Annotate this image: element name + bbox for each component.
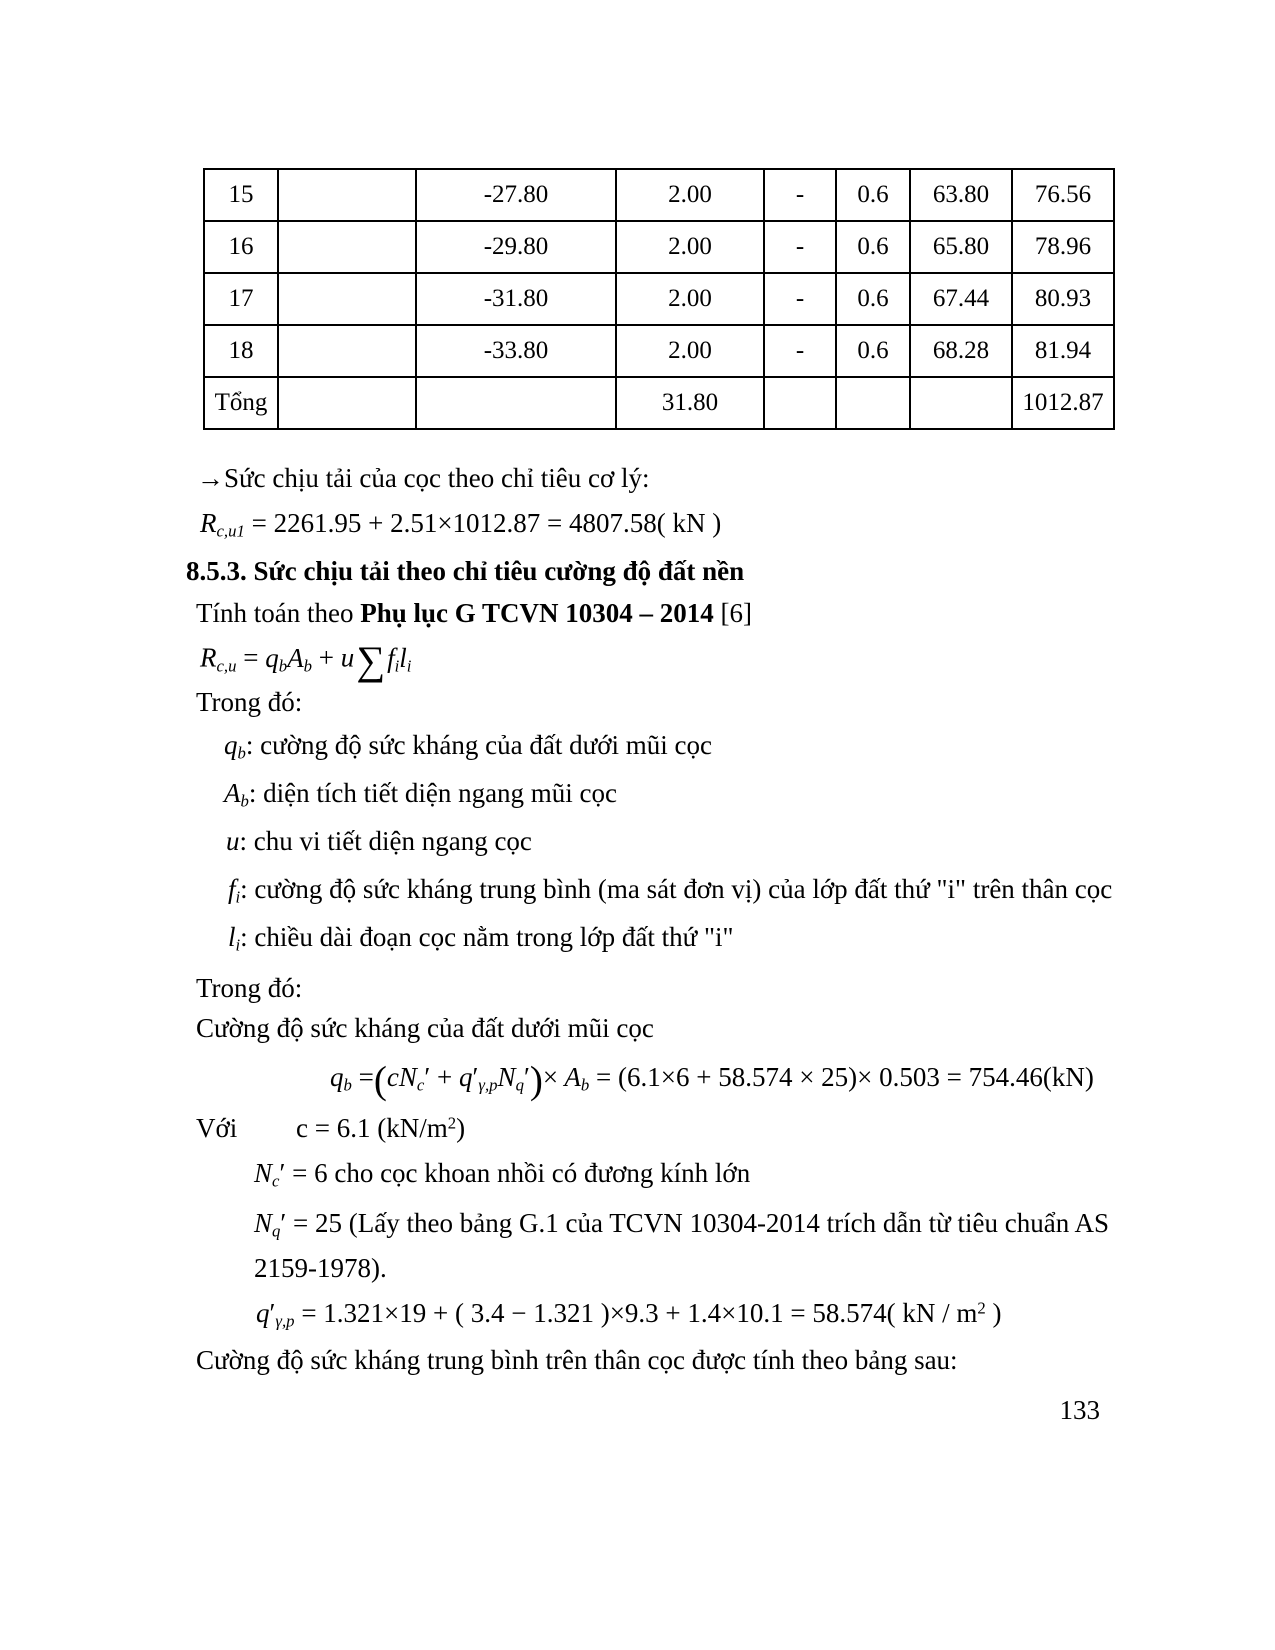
cuong-do-line: Cường độ sức kháng của đất dưới mũi cọc [196, 1013, 654, 1043]
cell-stt: 15 [204, 169, 278, 221]
cell-total-value2: 1012.87 [1012, 377, 1114, 429]
table-row [204, 325, 1114, 377]
cell-value2: 78.96 [1012, 221, 1114, 273]
formula-nq-symbol: $N_q'$ [254, 1208, 287, 1241]
formula-rcu1-expression: = 2261.95 + 2.51×1012.87 = 4807.58( kN ) [251, 508, 722, 538]
cell-blank [278, 325, 416, 377]
cell-value2: 81.94 [1012, 325, 1114, 377]
trong-do-label-1: Trong đó: [196, 687, 303, 717]
definition-fi-sub: i [235, 887, 241, 907]
formula-nc-symbol: $N_c'$ [254, 1158, 286, 1191]
formula-qgamma-expression: = 1.321×19 + ( 3.4 − 1.321 )×9.3 + 1.4×10.1 = 58.574( kN / m [301, 1298, 978, 1328]
cell-thickness: 2.00 [616, 221, 764, 273]
table-row [204, 169, 1114, 221]
cell-value2: 80.93 [1012, 273, 1114, 325]
formula-qb [330, 1058, 1094, 1103]
cell-blank [278, 169, 416, 221]
definition-li-text: : chiều dài đoạn cọc nằm trong lớp đất thứ "i" [240, 922, 734, 952]
cell-total-depth [416, 377, 616, 429]
cell-thickness: 2.00 [616, 325, 764, 377]
cell-total-coef [836, 377, 910, 429]
cell-dash: - [764, 221, 836, 273]
reference-prefix: Tính toán theo [196, 598, 361, 628]
formula-rcu [200, 637, 411, 684]
cell-value1: 65.80 [910, 221, 1012, 273]
formula-qgamma-end: ) [985, 1298, 1002, 1328]
cell-depth: -33.80 [416, 325, 616, 377]
definition-ab-sub: b [240, 791, 249, 811]
definition-u [226, 826, 532, 860]
cell-value1: 68.28 [910, 325, 1012, 377]
definition-u-symbol: u [226, 826, 240, 856]
definition-qb-text: : cường độ sức kháng của đất dưới mũi cọc [245, 730, 712, 760]
pile-resistance-table [203, 168, 1115, 430]
cell-blank [278, 221, 416, 273]
sigma-icon: ∑ [356, 638, 386, 683]
formula-qgamma-symbol: $q'_{\gamma,p}$ [256, 1298, 295, 1331]
formula-qb-plus: + [437, 1061, 453, 1092]
definition-fi-text: : cường độ sức kháng trung bình (ma sát đơn vị) của lớp đất thứ "i" trên thân cọc [240, 874, 1113, 904]
definition-u-text: : chu vi tiết diện ngang cọc [239, 826, 532, 856]
cell-dash: - [764, 273, 836, 325]
formula-rcu-fili: $f_il_i$ [387, 642, 412, 676]
definition-li-symbol: l [228, 922, 236, 952]
cell-total-dash [764, 377, 836, 429]
formula-rcu-equals: = [243, 642, 259, 673]
voi-c-close: ) [456, 1113, 466, 1143]
definition-fi [228, 874, 1112, 908]
cell-total-blank [278, 377, 416, 429]
definition-li [228, 922, 734, 956]
cell-coef: 0.6 [836, 169, 910, 221]
reference-line [196, 597, 752, 631]
cell-dash: - [764, 325, 836, 377]
cell-value1: 63.80 [910, 169, 1012, 221]
definition-qb-symbol: q [224, 730, 238, 760]
reference-bold: Phụ lục G TCVN 10304 – 2014 [360, 598, 721, 628]
formula-qb-symbol: $q_b$ [330, 1061, 352, 1095]
cell-total-value1 [910, 377, 1012, 429]
formula-rcu1-subscript: c,u1 [216, 521, 245, 541]
voi-c-value [296, 1112, 465, 1146]
data-table-container [203, 168, 1104, 430]
cell-depth: -27.80 [416, 169, 616, 221]
cell-total-label: Tổng [204, 377, 278, 429]
cell-blank [278, 273, 416, 325]
cell-total-thickness: 31.80 [616, 377, 764, 429]
formula-nc-line [254, 1158, 750, 1192]
arrow-result-line [197, 462, 650, 496]
table-row [204, 273, 1114, 325]
page-number: 133 [1059, 1395, 1100, 1425]
closing-line: Cường độ sức kháng trung bình trên thân cọc được tính theo bảng sau: [196, 1345, 958, 1375]
trong-do-label-2: Trong đó: [196, 973, 303, 1003]
voi-label: Với [196, 1113, 238, 1143]
cell-depth: -29.80 [416, 221, 616, 273]
formula-qb-equals: = [358, 1061, 374, 1092]
voi-c-text: c = 6.1 (kN/m [296, 1113, 448, 1143]
right-arrow-icon: → [197, 463, 224, 493]
table-row [204, 221, 1114, 273]
formula-qb-close-paren: ) [529, 1059, 543, 1102]
formula-rcu-subscript: c,u [216, 656, 237, 676]
cell-value1: 67.44 [910, 273, 1012, 325]
cell-coef: 0.6 [836, 325, 910, 377]
definition-fi-symbol: f [228, 874, 236, 904]
section-heading-853: 8.5.3. Sức chịu tải theo chỉ tiêu cường độ đất nền [186, 556, 745, 586]
cell-stt: 16 [204, 221, 278, 273]
formula-nq-text: = 25 (Lấy theo bảng G.1 của TCVN 10304-2014 trích dẫn từ tiêu chuẩn AS [293, 1208, 1110, 1238]
formula-rcu-symbol: R [200, 642, 217, 673]
cell-thickness: 2.00 [616, 169, 764, 221]
formula-qb-result: = (6.1×6 + 58.574 × 25)× 0.503 = 754.46(kN) [596, 1061, 1094, 1092]
voi-c-superscript: 2 [447, 1113, 457, 1133]
cell-value2: 76.56 [1012, 169, 1114, 221]
definition-ab [224, 778, 617, 812]
definition-qb-sub: b [237, 743, 246, 763]
formula-rcu-ab: $A_b$ [287, 642, 312, 676]
formula-rcu1 [200, 508, 721, 542]
formula-qb-open-paren: ( [373, 1059, 387, 1102]
formula-qb-qgamma: $q'_{\gamma,p}N_q'$ [458, 1061, 530, 1095]
definition-qb [224, 730, 712, 764]
formula-qb-ab: $A_b$ [564, 1061, 590, 1095]
definition-ab-symbol: A [224, 778, 241, 808]
cell-depth: -31.80 [416, 273, 616, 325]
formula-nq-line2: 2159-1978). [254, 1253, 387, 1283]
table-total-row [204, 377, 1114, 429]
formula-qgamma [256, 1298, 1001, 1332]
cell-stt: 17 [204, 273, 278, 325]
cell-coef: 0.6 [836, 273, 910, 325]
reference-suffix: [6] [720, 598, 752, 628]
formula-rcu-qb: $q_b$ [265, 642, 288, 676]
cell-dash: - [764, 169, 836, 221]
cell-thickness: 2.00 [616, 273, 764, 325]
formula-rcu-u: u [340, 642, 355, 673]
table-body [204, 169, 1114, 429]
formula-qgamma-superscript: 2 [977, 1298, 986, 1318]
arrow-line-text: Sức chịu tải của cọc theo chỉ tiêu cơ lý: [224, 463, 650, 493]
formula-qb-times: × [542, 1061, 559, 1092]
formula-nc-text: = 6 cho cọc khoan nhồi có đương kính lớn [292, 1158, 751, 1188]
definition-ab-text: : diện tích tiết diện ngang mũi cọc [248, 778, 618, 808]
formula-rcu-plus: + [318, 642, 334, 673]
formula-rcu1-symbol: R [200, 508, 217, 538]
cell-coef: 0.6 [836, 221, 910, 273]
formula-nq-line [254, 1208, 1109, 1242]
cell-stt: 18 [204, 325, 278, 377]
definition-li-sub: i [235, 935, 241, 955]
formula-qb-cnc: $cN_c'$ [386, 1061, 431, 1095]
